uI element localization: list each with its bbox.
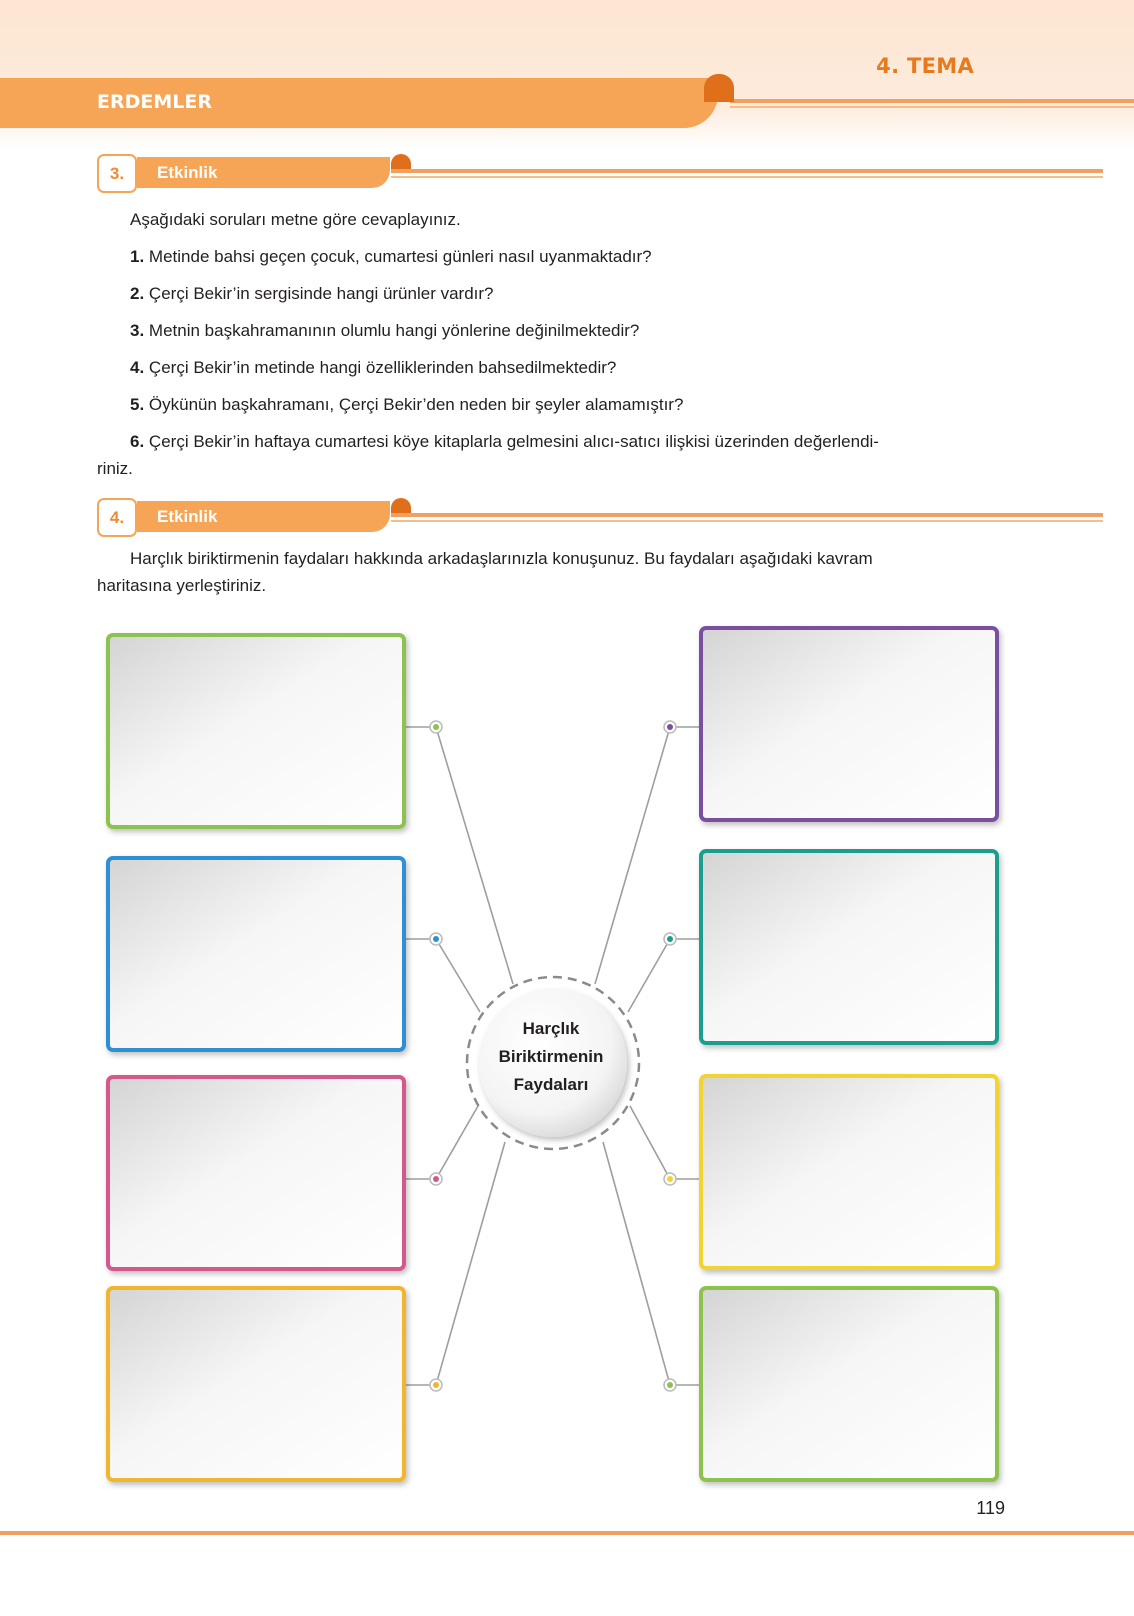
answer-box-right-3[interactable]: [701, 1076, 997, 1268]
dot-right-3-core: [667, 1176, 673, 1182]
answer-box-right-1[interactable]: [701, 628, 997, 820]
page-number: 119: [976, 1498, 1005, 1518]
concept-map-center: [468, 1015, 634, 1099]
dot-right-2-core: [667, 936, 673, 942]
activity-4-intro-continuation: haritasına yerleştiriniz.: [97, 576, 267, 595]
dot-left-3-core: [433, 1176, 439, 1182]
dot-left-2-core: [433, 936, 439, 942]
answer-box-right-4[interactable]: [701, 1288, 997, 1480]
activity-3-intro: Aşağıdaki soruları metne göre cevaplayınız.: [130, 210, 461, 229]
question-number: 1.: [130, 247, 145, 266]
answer-box-left-1[interactable]: [108, 635, 404, 827]
dot-right-4-core: [667, 1382, 673, 1388]
connector-right-1: [595, 727, 701, 984]
answer-box-right-2[interactable]: [701, 851, 997, 1043]
activity-number: 3.: [97, 154, 137, 193]
connector-left-2: [400, 939, 480, 1012]
connector-right-2: [628, 939, 701, 1012]
center-line-2: Biriktirmenin: [498, 1047, 604, 1066]
answer-box-left-4[interactable]: [108, 1288, 404, 1480]
question-text: Çerçi Bekir’in sergisinde hangi ürünler vardır?: [148, 284, 494, 303]
unit-title: ERDEMLER: [97, 91, 212, 113]
question-text: Öykünün başkahramanı, Çerçi Bekir’den neden bir şeyler alamamıştır?: [148, 395, 684, 414]
activity-4-intro: Harçlık biriktirmenin faydaları hakkında arkadaşlarınızla konuşunuz. Bu faydaları aşağıdaki kavram: [130, 549, 873, 568]
center-line-1: Harçlık: [522, 1019, 580, 1038]
connector-right-3: [630, 1106, 701, 1179]
question-6-continuation: riniz.: [97, 459, 133, 478]
footer-rule: [0, 1531, 1134, 1535]
activity-label: Etkinlik: [137, 501, 390, 532]
center-line-3: Faydaları: [513, 1075, 589, 1094]
question-number: 3.: [130, 321, 145, 340]
theme-label: 4. TEMA: [876, 54, 974, 78]
question-number: 5.: [130, 395, 145, 414]
dot-left-4-core: [433, 1382, 439, 1388]
question-number: 4.: [130, 358, 145, 377]
answer-box-left-2[interactable]: [108, 858, 404, 1050]
question-text: Çerçi Bekir’in haftaya cumartesi köye kitaplarla gelmesini alıcı-satıcı ilişkisi üzerinden değerlendi-: [148, 432, 879, 451]
connector-left-1: [400, 727, 513, 984]
dot-left-1-core: [433, 724, 439, 730]
question-number: 2.: [130, 284, 145, 303]
question-text: Metinde bahsi geçen çocuk, cumartesi günleri nasıl uyanmaktadır?: [148, 247, 652, 266]
activity-number: 4.: [97, 498, 137, 537]
question-number: 6.: [130, 432, 145, 451]
answer-box-left-3[interactable]: [108, 1077, 404, 1269]
question-text: Çerçi Bekir’in metinde hangi özelliklerinden bahsedilmektedir?: [148, 358, 617, 377]
question-text: Metnin başkahramanının olumlu hangi yönlerine değinilmektedir?: [148, 321, 640, 340]
connector-left-3: [400, 1106, 478, 1179]
activity-label: Etkinlik: [137, 157, 390, 188]
dot-right-1-core: [667, 724, 673, 730]
